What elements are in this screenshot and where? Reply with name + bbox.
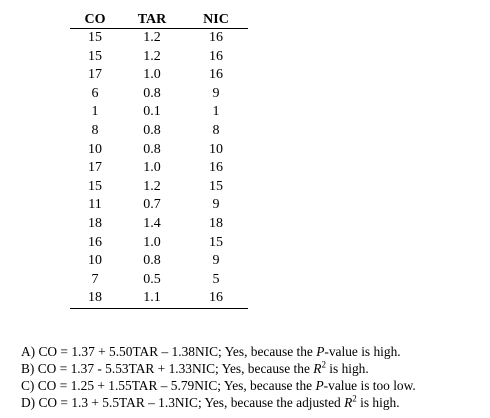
cell-nic: 9 <box>212 85 220 101</box>
table-row <box>70 252 248 271</box>
cell-tar: 0.5 <box>143 271 161 287</box>
cell-co: 15 <box>88 48 102 64</box>
table-row <box>70 85 248 104</box>
cell-nic: 9 <box>212 253 220 269</box>
cell-tar: 1.2 <box>143 30 161 45</box>
option-text-end: -value is too low. <box>323 378 416 393</box>
table-row <box>70 48 248 67</box>
table-row <box>70 159 248 178</box>
cell-nic: 16 <box>184 289 248 308</box>
cell-co: 7 <box>91 271 99 287</box>
data-table <box>70 12 248 309</box>
cell-nic: 18 <box>209 215 223 231</box>
cell-tar: 0.8 <box>143 253 161 269</box>
table-header-row <box>70 12 248 29</box>
table-row <box>70 141 248 160</box>
cell-nic: 9 <box>212 197 220 213</box>
cell-tar: 0.7 <box>143 197 161 213</box>
cell-tar: 1.0 <box>143 67 161 83</box>
table-row <box>70 271 248 290</box>
option-superscript: 2 <box>321 359 326 370</box>
table-row <box>70 234 248 253</box>
option-text: D) CO = 1.3 + 5.5TAR – 1.3NIC; Yes, because the adjusted <box>21 395 345 410</box>
cell-co: 10 <box>88 253 102 269</box>
option-text-end: is high. <box>325 361 369 376</box>
cell-nic: 16 <box>209 30 223 45</box>
cell-tar: 0.1 <box>143 104 161 120</box>
cell-nic: 15 <box>209 234 223 250</box>
column-header-co: CO <box>70 12 120 29</box>
table-row <box>70 103 248 122</box>
option-superscript: 2 <box>352 393 357 404</box>
cell-tar: 1.0 <box>143 160 161 176</box>
column-header-nic: NIC <box>184 12 248 29</box>
option-symbol: P <box>315 378 324 393</box>
cell-co: 6 <box>91 85 99 101</box>
cell-tar: 1.2 <box>143 48 161 64</box>
cell-tar: 0.8 <box>143 141 161 157</box>
cell-co: 18 <box>88 215 102 231</box>
answer-option-b[interactable] <box>21 360 416 377</box>
option-text: B) CO = 1.37 - 5.53TAR + 1.33NIC; Yes, because the <box>21 361 314 376</box>
cell-co: 8 <box>91 122 99 138</box>
cell-co: 15 <box>88 178 102 194</box>
option-text-end: -value is high. <box>324 344 401 359</box>
cell-nic: 16 <box>209 67 223 83</box>
answer-option-d[interactable] <box>21 394 416 411</box>
cell-nic: 8 <box>212 122 220 138</box>
option-text: C) CO = 1.25 + 1.55TAR – 5.79NIC; Yes, because the <box>21 378 316 393</box>
answer-options <box>21 343 416 411</box>
table-row <box>70 196 248 215</box>
cell-co: 16 <box>88 234 102 250</box>
cell-nic: 1 <box>212 104 220 120</box>
answer-option-a[interactable] <box>21 343 416 360</box>
cell-nic: 5 <box>212 271 220 287</box>
cell-tar: 1.1 <box>120 289 184 308</box>
cell-co: 15 <box>88 30 102 45</box>
cell-co: 1 <box>91 104 99 120</box>
cell-nic: 15 <box>209 178 223 194</box>
cell-nic: 16 <box>209 48 223 64</box>
table-body <box>70 29 248 309</box>
table-row <box>70 29 248 48</box>
option-text-end: is high. <box>356 395 400 410</box>
option-symbol: R <box>313 361 322 376</box>
cell-co: 18 <box>70 289 120 308</box>
option-symbol: R <box>344 395 353 410</box>
table-row <box>70 215 248 234</box>
cell-co: 17 <box>88 67 102 83</box>
cell-tar: 1.2 <box>143 178 161 194</box>
cell-tar: 1.4 <box>143 215 161 231</box>
option-text: A) CO = 1.37 + 5.50TAR – 1.38NIC; Yes, because the <box>21 344 317 359</box>
column-header-tar: TAR <box>120 12 184 29</box>
cell-co: 17 <box>88 160 102 176</box>
cell-tar: 0.8 <box>143 85 161 101</box>
table-row <box>70 178 248 197</box>
cell-nic: 16 <box>209 160 223 176</box>
table-row <box>70 66 248 85</box>
cell-tar: 1.0 <box>143 234 161 250</box>
answer-option-c[interactable] <box>21 377 416 394</box>
cell-co: 11 <box>88 197 102 213</box>
option-symbol: P <box>316 344 325 359</box>
cell-co: 10 <box>88 141 102 157</box>
table-row <box>70 289 248 308</box>
cell-tar: 0.8 <box>143 122 161 138</box>
table-row <box>70 122 248 141</box>
cell-nic: 10 <box>209 141 223 157</box>
